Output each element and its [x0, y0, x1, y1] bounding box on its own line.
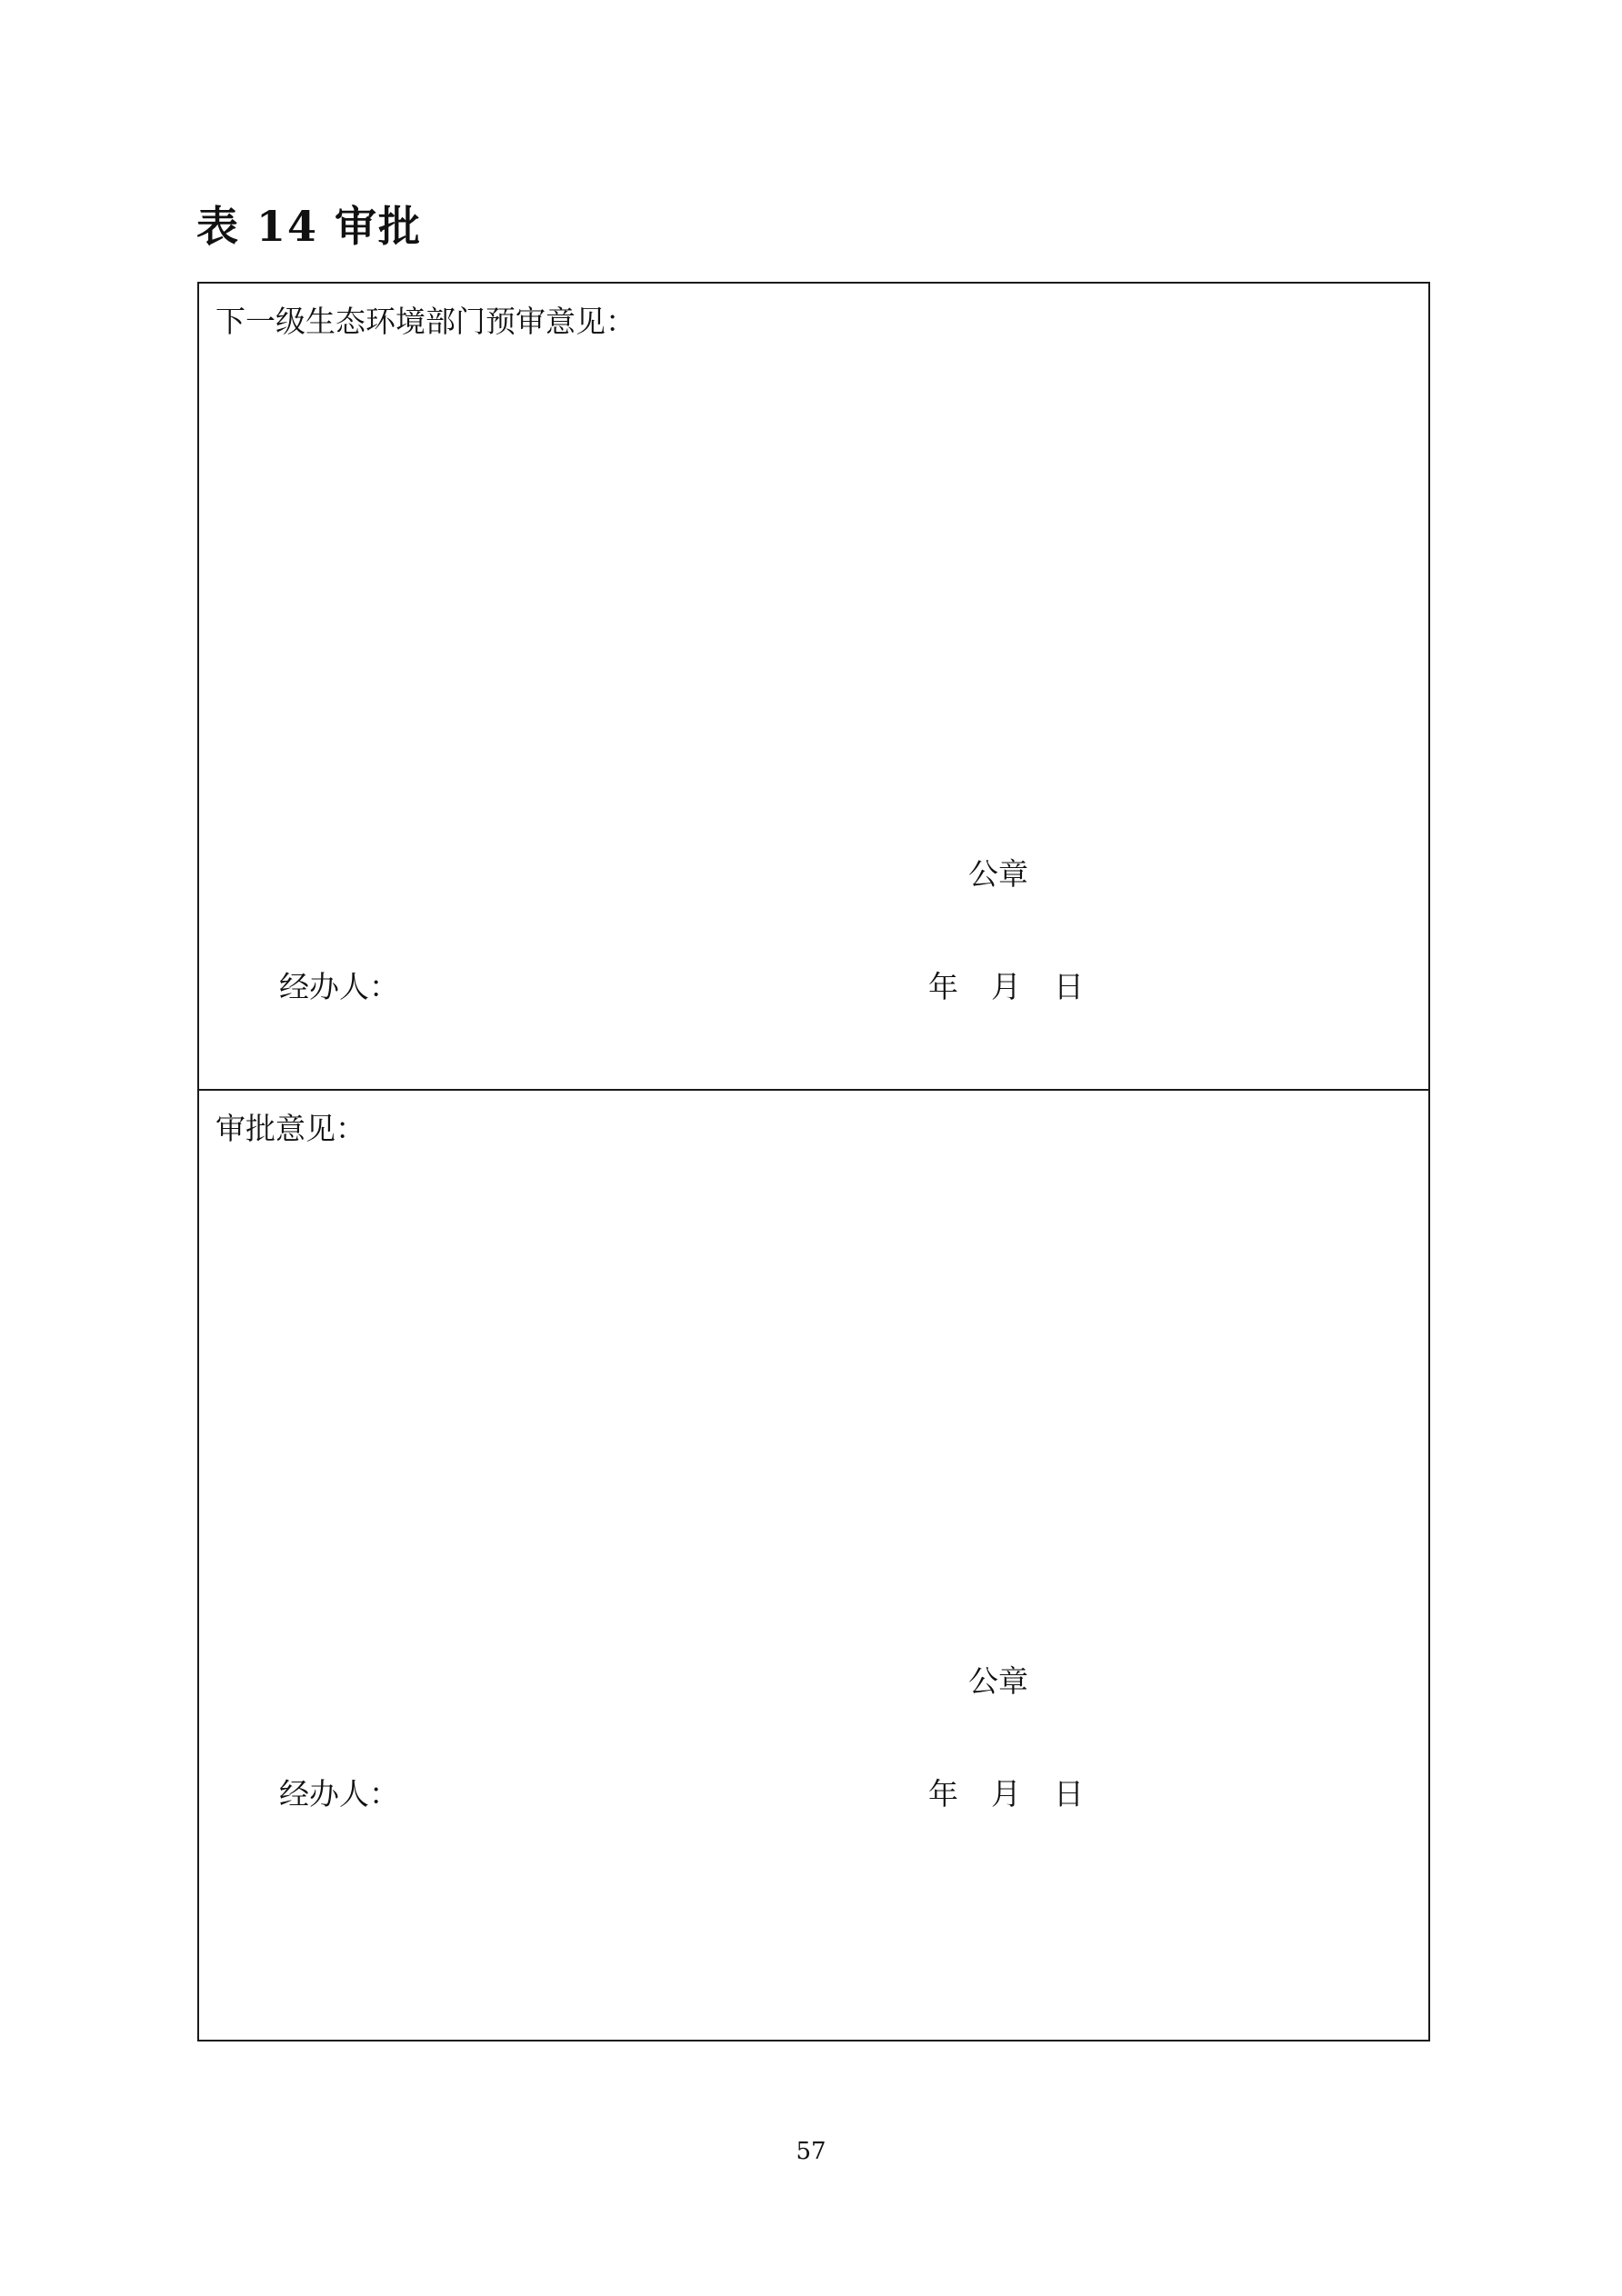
month-label: 月	[991, 1776, 1021, 1812]
approval-table	[197, 282, 1430, 2041]
day-label: 日	[1054, 969, 1084, 1004]
date-line	[928, 1774, 1084, 1814]
day-label: 日	[1054, 1776, 1084, 1812]
year-label: 年	[928, 969, 958, 1004]
pre-review-label: 下一级生态环境部门预审意见：	[215, 304, 636, 339]
approval-opinion-label: 审批意见：	[215, 1111, 365, 1146]
page-number: 57	[796, 2138, 826, 2165]
page-title: 表 14 审批	[196, 202, 423, 251]
official-seal-label: 公章	[968, 856, 1028, 892]
official-seal-label: 公章	[968, 1663, 1028, 1699]
handler-label: 经办人：	[279, 1776, 399, 1812]
month-label: 月	[991, 969, 1021, 1004]
pre-review-section	[199, 284, 1428, 1089]
approval-section	[199, 1089, 1428, 1894]
handler-label: 经办人：	[279, 969, 399, 1004]
date-line	[928, 967, 1084, 1007]
year-label: 年	[928, 1776, 958, 1812]
